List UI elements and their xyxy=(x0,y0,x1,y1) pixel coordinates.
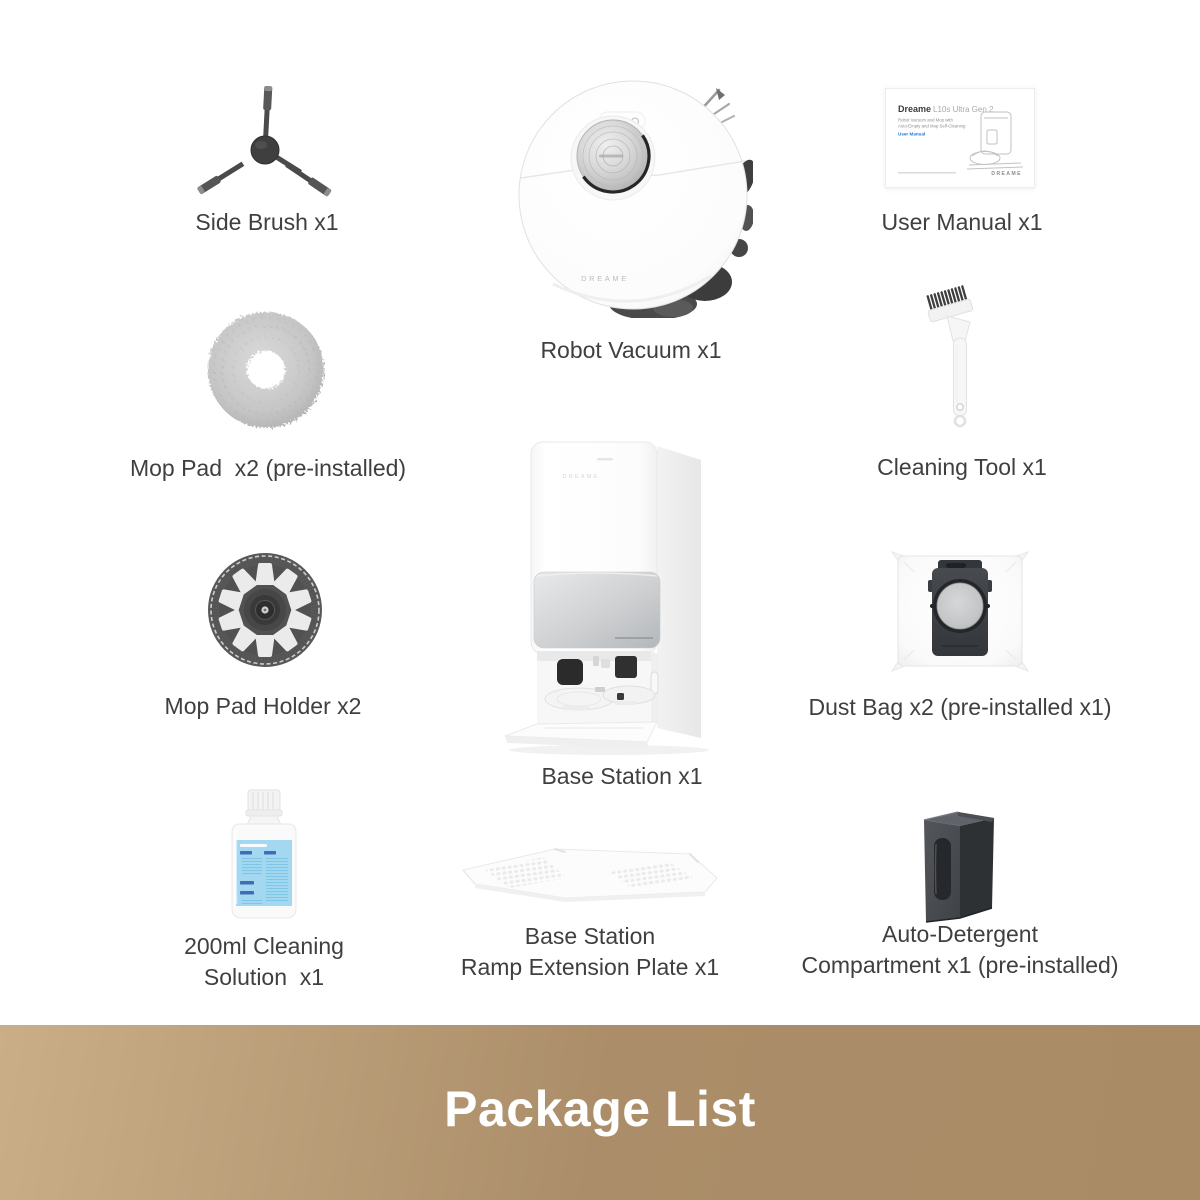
base-station-image xyxy=(497,436,727,758)
manual-footer-brand: DREAME xyxy=(991,171,1022,177)
manual-doc-label: User Manual xyxy=(898,131,926,137)
robot-vacuum-image xyxy=(513,78,753,318)
cleaning-solution-image xyxy=(218,788,310,926)
manual-brand-text: Dreame xyxy=(898,104,932,114)
ramp-plate-image xyxy=(455,838,725,918)
base-station-label: Base Station x1 xyxy=(541,763,703,789)
manual-subtitle2: Auto-Empty and Mop Self-Cleaning xyxy=(898,123,966,129)
robot-brand-text: DREAME xyxy=(581,274,629,283)
dust-bag-image xyxy=(890,548,1030,676)
user-manual-label: User Manual x1 xyxy=(881,209,1043,235)
cleaning-solution-label: 200ml Cleaning Solution x1 xyxy=(184,933,344,990)
manual-subtitle1: Robot Vacuum and Mop with xyxy=(898,117,953,123)
dust-bag-label: Dust Bag x2 (pre-installed x1) xyxy=(808,694,1112,720)
mop-pad-image xyxy=(202,307,330,435)
station-brand-text: DREAME xyxy=(562,474,600,480)
side-brush-image xyxy=(185,84,345,208)
mop-pad-holder-image xyxy=(205,551,325,671)
ramp-plate-label: Base Station Ramp Extension Plate x1 xyxy=(460,923,720,980)
package-list-banner xyxy=(0,1025,1200,1200)
cleaning-tool-label: Cleaning Tool x1 xyxy=(877,454,1047,480)
user-manual-image xyxy=(885,88,1035,188)
robot-vacuum-label: Robot Vacuum x1 xyxy=(540,337,722,363)
banner-title: Package List xyxy=(444,1080,756,1137)
mop-pad-label: Mop Pad x2 (pre-installed) xyxy=(129,455,407,481)
side-brush-label: Side Brush x1 xyxy=(195,209,339,235)
mop-pad-holder-label: Mop Pad Holder x2 xyxy=(164,693,362,719)
manual-model-text: L10s Ultra Gen 2 xyxy=(933,105,994,114)
auto-detergent-image xyxy=(904,804,1014,928)
manual-fineprint-line xyxy=(898,172,956,174)
cleaning-tool-image xyxy=(907,283,1017,433)
auto-detergent-label: Auto-Detergent Compartment x1 (pre-installed) xyxy=(801,921,1119,978)
